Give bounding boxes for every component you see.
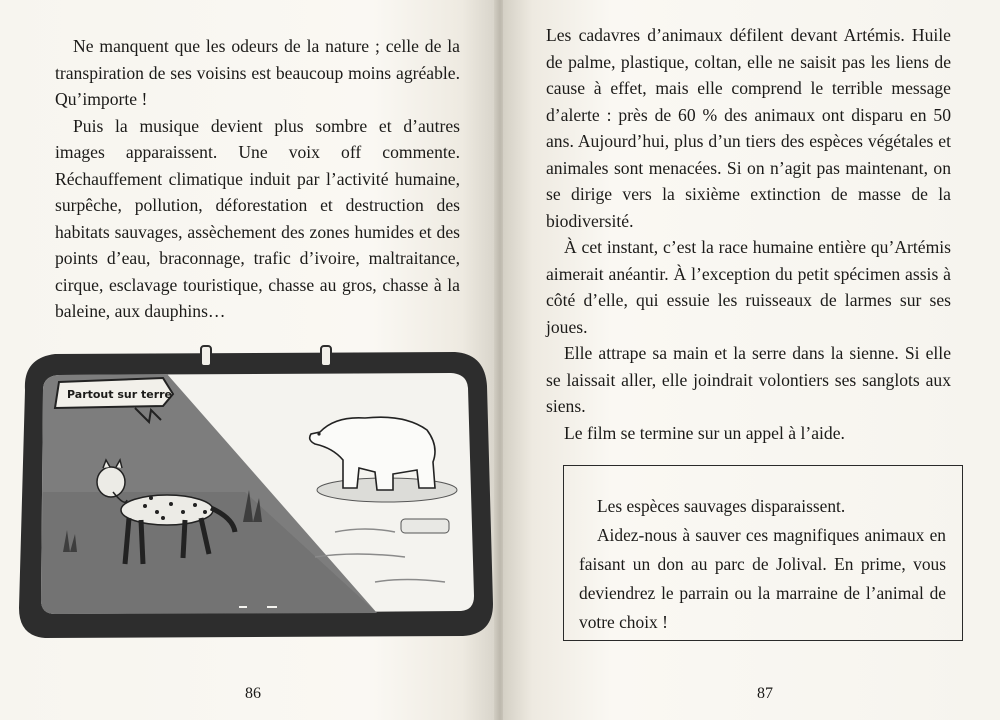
small-ice-floe xyxy=(401,519,449,533)
screen-handle-left xyxy=(201,346,211,366)
left-page-text xyxy=(55,33,460,325)
tv-screen-drawing xyxy=(15,342,495,642)
callout-box xyxy=(563,465,963,641)
left-page xyxy=(0,0,497,720)
tv-screen-illustration xyxy=(15,342,495,642)
right-page-text xyxy=(546,22,951,446)
left-paragraph-1: Ne manquent que les odeurs de la nature ; celle de la transpiration de ses voisins est beaucoup moins agréable. Qu’importe ! xyxy=(55,36,460,109)
left-paragraph-2: Puis la musique devient plus sombre et d’autres images apparaissent. Une voix off commente. Réchauffement climatique induit par l’activité humaine, surpêche, pollution, déforestation et destruction des habitats sauvages, assèchement des zones humides et des points d’eau, braconnage, trafic d’ivoire, maltraitance, cirque, esclavage touristique, chasse au gros, chasse à la baleine, aux dauphins… xyxy=(55,115,460,321)
callout-line-2: Aidez-nous à sauver ces magnifiques animaux en faisant un don au parc de Jolival. En prime, vous deviendrez le parrain ou la marraine de l’animal de votre choix ! xyxy=(579,525,946,632)
banner-label: Partout sur terre xyxy=(67,388,173,401)
right-paragraph-1: Les cadavres d’animaux défilent devant Artémis. Huile de palme, plastique, coltan, elle ne saisit pas les liens de cause à effet, mais elle comprend le terrible message d’alerte : près de 60 % des animaux ont disparu en 50 ans. Aujourd’hui, plus d’un tiers des espèces végétales et animales sont menacées. Si on n’agit pas maintenant, on se dirige vers la sixième extinction de masse de la biodiversité. xyxy=(546,25,951,231)
right-paragraph-2: À cet instant, c’est la race humaine entière qu’Artémis aimerait anéantir. À l’exception du petit spécimen assis à côté d’elle, qui essuie les ruisseaux de larmes sur ses joues. xyxy=(546,237,951,337)
page-number-left: 86 xyxy=(245,685,261,702)
page-number-right: 87 xyxy=(757,685,773,702)
right-paragraph-4: Le film se termine sur un appel à l’aide. xyxy=(564,422,845,443)
callout-line-1: Les espèces sauvages disparaissent. xyxy=(597,496,846,516)
screen-handle-right xyxy=(321,346,331,366)
right-paragraph-3: Elle attrape sa main et la serre dans la sienne. Si elle se laissait aller, elle joindrait volontiers ses sanglots aux siens. xyxy=(546,343,951,416)
